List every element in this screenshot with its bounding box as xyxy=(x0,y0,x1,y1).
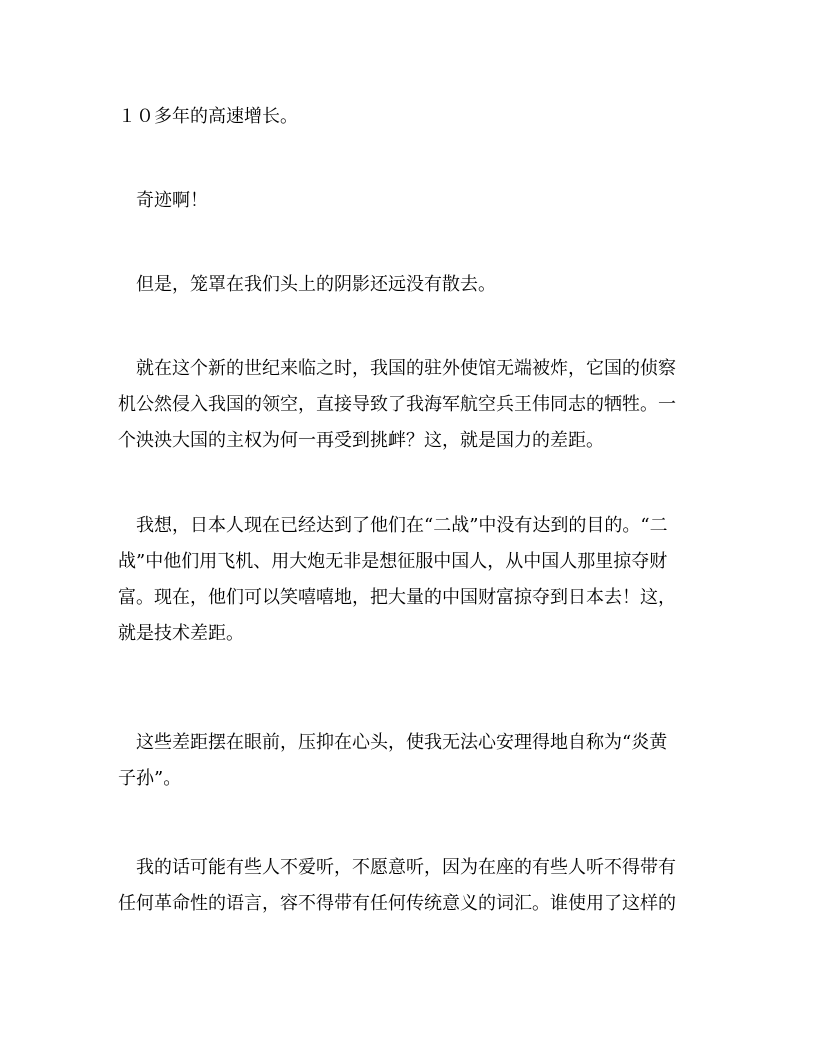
paragraph-5 xyxy=(118,508,700,652)
paragraph-1-line-1: １０多年的高速增长。 xyxy=(118,106,298,127)
paragraph-7 xyxy=(118,850,700,922)
paragraph-2 xyxy=(118,183,700,219)
paragraph-5-line-1: 我想，日本人现在已经达到了他们在“二战”中没有达到的目的。“二 xyxy=(118,515,668,536)
paragraph-3-line-1: 但是，笼罩在我们头上的阴影还远没有散去。 xyxy=(118,274,496,295)
paragraph-7-line-2: 任何革命性的语言，容不得带有任何传统意义的词汇。谁使用了这样的 xyxy=(118,893,676,914)
paragraph-6-line-2: 子孙”。 xyxy=(118,768,182,789)
paragraph-6-line-1: 这些差距摆在眼前，压抑在心头，使我无法心安理得地自称为“炎黄 xyxy=(118,732,668,753)
paragraph-7-line-1: 我的话可能有些人不爱听，不愿意听，因为在座的有些人听不得带有 xyxy=(118,857,676,878)
paragraph-1 xyxy=(118,99,700,135)
paragraph-4-line-1: 就在这个新的世纪来临之时，我国的驻外使馆无端被炸，它国的侦察 xyxy=(118,358,676,379)
paragraph-5-line-4: 就是技术差距。 xyxy=(118,623,244,644)
paragraph-4 xyxy=(118,351,700,459)
paragraph-6 xyxy=(118,725,700,797)
paragraph-4-line-3: 个泱泱大国的主权为何一再受到挑衅？这，就是国力的差距。 xyxy=(118,430,604,451)
paragraph-5-line-3: 富。现在，他们可以笑嘻嘻地，把大量的中国财富掠夺到日本去！这， xyxy=(118,587,676,608)
paragraph-3 xyxy=(118,267,700,303)
paragraph-5-line-2: 战”中他们用飞机、用大炮无非是想征服中国人，从中国人那里掠夺财 xyxy=(118,551,668,572)
paragraph-4-line-2: 机公然侵入我国的领空，直接导致了我海军航空兵王伟同志的牺牲。一 xyxy=(118,394,676,415)
paragraph-2-line-1: 奇迹啊！ xyxy=(118,190,208,211)
